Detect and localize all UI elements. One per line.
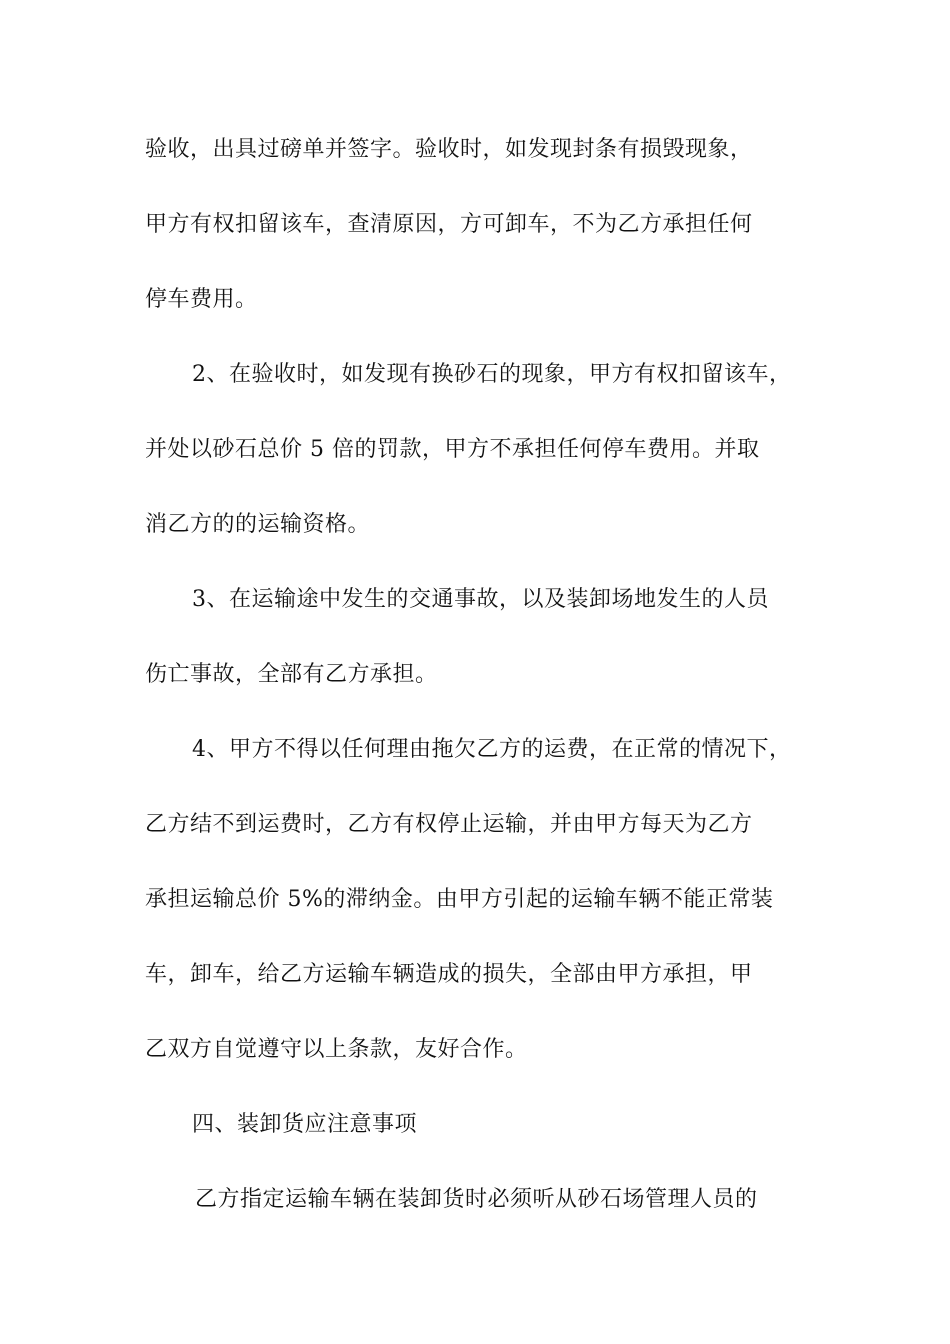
section-heading: 四、装卸货应注意事项	[192, 1112, 418, 1137]
text-line: 乙方结不到运费时，乙方有权停止运输，并由甲方每天为乙方	[145, 812, 753, 837]
text-line: 消乙方的的运输资格。	[145, 512, 371, 537]
clause-4-line: 4、甲方不得以任何理由拖欠乙方的运费，在正常的情况下，	[192, 737, 792, 762]
text-line: 车，卸车，给乙方运输车辆造成的损失，全部由甲方承担，甲	[145, 962, 753, 987]
clause-2-line: 2、在验收时，如发现有换砂石的现象，甲方有权扣留该车，	[192, 362, 792, 387]
text-line: 承担运输总价 5%的滞纳金。由甲方引起的运输车辆不能正常装	[145, 887, 774, 912]
text-line: 并处以砂石总价 5 倍的罚款，甲方不承担任何停车费用。并取	[145, 437, 760, 462]
text-line: 伤亡事故，全部有乙方承担。	[145, 662, 438, 687]
text-line: 乙方指定运输车辆在装卸货时必须听从砂石场管理人员的	[195, 1187, 758, 1212]
text-line: 验收，出具过磅单并签字。验收时，如发现封条有损毁现象，	[145, 137, 753, 162]
clause-3-line: 3、在运输途中发生的交通事故，以及装卸场地发生的人员	[192, 587, 769, 612]
text-line: 停车费用。	[145, 287, 258, 312]
text-line: 乙双方自觉遵守以上条款，友好合作。	[145, 1037, 528, 1062]
text-line: 甲方有权扣留该车，查清原因，方可卸车，不为乙方承担任何	[145, 212, 753, 237]
